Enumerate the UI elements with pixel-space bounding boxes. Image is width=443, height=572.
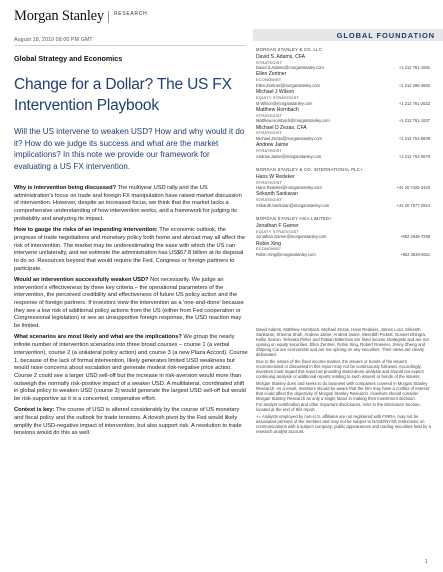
contact-phone: +1 212 761-1837 [398, 118, 430, 124]
contact-email[interactable]: Jonathan.Garner@morganstanley.com [256, 234, 327, 240]
contact-email[interactable]: Hans.Redeker@morganstanley.com [256, 185, 322, 191]
contact-role: STRATEGIST [256, 59, 283, 65]
contact-name: Srikanth Sankaran [256, 191, 298, 198]
contact-name: Michael J Wilson [256, 89, 295, 96]
contact-role: EQUITY STRATEGIST [256, 95, 300, 101]
contact-role: STRATEGIST [256, 112, 283, 118]
contact-name: Robin Xing [256, 240, 281, 247]
body-paragraph [14, 407, 248, 438]
contact-email[interactable]: David.S.Adams@morganstanley.com [256, 65, 324, 71]
body-paragraph [14, 334, 248, 403]
paragraph-lead: How to gauge the risks of an impending intervention: [14, 227, 158, 234]
contact-email[interactable]: Srikanth.Sankaran@morganstanley.com [256, 202, 330, 208]
report-title: Change for a Dollar? The US FX Intervention Playbook [14, 76, 232, 114]
disclaimer-paragraph: For analyst certification and other important disclosures, refer to the Disclosure Section, located at the end of this report. [256, 402, 421, 413]
disclaimer-paragraph: Due to the nature of the fixed income market, the issuers or bonds of the issuers recommended or discussed in this report may not be continuously followed. Accordingly, investors must regard this report as providing stand-alone analysis and should not expect continuing analysis or additional reports relating to such issuers or bonds of the issuers. [256, 358, 424, 380]
contact-phone: +1 212 761-6670 [398, 153, 430, 159]
contact-role: STRATEGIST [256, 130, 283, 136]
disclaimer-block [256, 327, 432, 436]
contact-entry [256, 242, 436, 258]
contact-email[interactable]: Michael.Zezas@morganstanley.com [256, 136, 322, 142]
paragraph-text: We group the nearly infinite number of intervention scenarios into three broad courses – course 1 (a verbal intervention), course 2 (a unilateral policy action) and course 3 (a new Plaza Accord). Course 1, because of the lack of formal intervention, likely generates limited USD weakness but would raise concerns about escalation and generate modest risk-negative price action. Course 2 could see a larger USD sell-off but the increase in risk-aversion would more than outweigh the normally risk-positive impact of a weaker USD. A multilateral, coordinated shift in global policy to weaken USD (course 3) would generate the largest USD sell-off but would be risk-supportive as it is a concerted, cooperative effort. [14, 334, 248, 403]
body-paragraph [14, 185, 248, 224]
body-paragraph [14, 277, 248, 331]
contact-entry [256, 72, 436, 88]
contact-role: EQUITY STRATEGIST [256, 228, 300, 234]
contact-email[interactable]: Matthew.Hornbach@morganstanley.com [256, 118, 330, 124]
page-number: 1 [425, 559, 428, 565]
disclaimer-paragraph: += Analysts employed by non-U.S. affiliates are not registered with FINRA, may not be associated persons of the member and may not be subject to NASD/NYSE restrictions on communications with a subject company, public appearances and trading securities held by a research analyst account. [256, 414, 431, 435]
contact-name: Ellen Zentner [256, 71, 287, 78]
contact-entry [256, 55, 436, 71]
brand-divider [108, 11, 109, 23]
contact-phone: +1 212 761-8609 [398, 136, 430, 142]
contact-phone: +1 212 296-4882 [398, 82, 430, 88]
contact-name: Jonathan F Garner [256, 222, 299, 229]
contact-phone: +852 2848-7288 [400, 234, 430, 240]
contact-name: Michael D Zezas, CFA [256, 124, 307, 131]
section-heading: Global Strategy and Economics [14, 54, 123, 63]
body-paragraph [14, 227, 248, 273]
paragraph-text: Not necessarily. We judge an intervention's effectiveness by three key criteria – the operational parameters of the intervention, the perceived credibility and effectiveness of future US policy action and the response of foreign partners. If investors view the intervention as a 'one-and-done' because they see a low risk of additional policy actions from the US (either from Fed cooperation or Congressional legislation) or see an unsupportive foreign response, the USD reaction may be limited. [14, 276, 244, 330]
contact-name: Matthew Hornbach [256, 106, 299, 113]
contact-entry [256, 108, 436, 124]
disclaimer-paragraph: David Adams, Matthew Hornbach, Michael Zezas, Hans Redeker, James Lord, Srikanth Sankaran, Sheena Shah, Andrew Jaime, Andrea Jaime, Meredith Pickett, Guneet Dhingra, Kellie Selcon, Yehvaka Pelter and Fabian Bitterman are fixed income strategists and are not opining on equity securities. Ellen Zentner, Robin Xing, Robert Rosener, Jenny Zheng and Zhipeng Cai are economists and are not opining on any securities. Their views are clearly delineated. [256, 327, 429, 358]
global-foundation-label: GLOBAL FOUNDATION [336, 31, 435, 40]
paragraph-lead: Why is intervention being discussed? [14, 185, 117, 191]
contact-role: STRATEGIST [256, 148, 283, 154]
report-body [14, 185, 248, 442]
contact-entry [256, 90, 436, 106]
paragraph-lead: What scenarios are most likely and what are the implications? [14, 334, 182, 341]
contact-name: Andrew Jaime [256, 142, 289, 149]
contact-entry [256, 143, 436, 159]
contact-email[interactable]: M.Wilson@morganstanley.com [256, 100, 313, 106]
contact-name: David S. Adams, CFA [256, 53, 305, 60]
paragraph-text: The multiyear USD rally and the US administration's focus on trade and foreign FX manipulation have raised market discussion of intervention. However, despite an increased focus, we think that the market lacks a comprehensive understanding of how intervention works, and a framework for judging its probability and analyzing its impact. [14, 185, 242, 222]
contact-phone: +1 212 761-2532 [398, 100, 430, 106]
contact-entry [256, 224, 436, 240]
paragraph-text: The economic outlook, the progress of trade negotiations and monetary policy both home and abroad may all affect the risk of intervention. The market may be underestimating the ease with which the US can intervene unilaterally, and we estimate the administration has US$67.8 billion at its disposal to do so. Resources beyond that would require the Fed, Congress or foreign partners to participate. [14, 227, 246, 272]
contact-phone: +1 212 761-1681 [398, 65, 430, 71]
contact-role: ECONOMIST [256, 77, 282, 83]
firm-name: MORGAN STANLEY & CO. INTERNATIONAL PLC+ [256, 166, 363, 172]
contact-entry [256, 192, 436, 208]
paragraph-lead: Context is key: [14, 407, 55, 414]
paragraph-lead: Would an intervention successfully weaken USD? [14, 276, 149, 283]
firm-name: MORGAN STANLEY & CO. LLC [256, 47, 322, 52]
header-rule [14, 45, 246, 46]
contact-name: Hans W Redeker [256, 173, 295, 180]
contact-email[interactable]: Ellen.Zentner@morganstanley.com [256, 82, 320, 88]
contact-email[interactable]: Andrew.Jaime@morganstanley.com [256, 153, 322, 159]
paragraph-text: The course of USD is altered considerably by the course of US monetary and fiscal policy and the outlook for trade tensions. A dovish pivot by the Fed would likely amplify the USD-negative impact of intervention, but also support risk. A resolution to trade tensions would do this as well. [14, 407, 242, 437]
publish-date: August 18, 2019 08:00 PM GMT [14, 37, 93, 43]
contact-email[interactable]: Robin.Xing@morganstanley.com [256, 252, 316, 258]
contact-phone: +852 2848-6511 [400, 252, 430, 258]
report-intro: Will the US intervene to weaken USD? How and why would it do it? How do we judge its success and what are the market implications? In this note we provide our framework for evaluating a US FX intervention. [14, 127, 245, 171]
disclaimer-paragraph: Morgan Stanley does and seeks to do business with companies covered in Morgan Stanley Research. As a result, investors should be aware that the firm may have a conflict of interest that could affect the objectivity of Morgan Stanley Research. Investors should consider Morgan Stanley Research as only a single factor in making their investment decision. [256, 380, 430, 401]
firm-name: MORGAN STANLEY ASIA LIMITED+ [256, 216, 332, 222]
contacts-panel [256, 47, 436, 259]
contact-role: ECONOMIST [256, 246, 282, 252]
brand-logo: Morgan Stanley [14, 8, 104, 24]
contact-phone: +44 20 7677-2944 [396, 202, 430, 208]
global-foundation-band [253, 29, 443, 41]
contact-role: STRATEGIST [256, 197, 283, 203]
research-label: RESEARCH [114, 11, 148, 17]
contact-entry [256, 126, 436, 142]
contact-entry [256, 175, 436, 191]
contact-role: STRATEGIST [256, 179, 283, 185]
contact-phone: +44 20 7425-2430 [396, 185, 430, 191]
